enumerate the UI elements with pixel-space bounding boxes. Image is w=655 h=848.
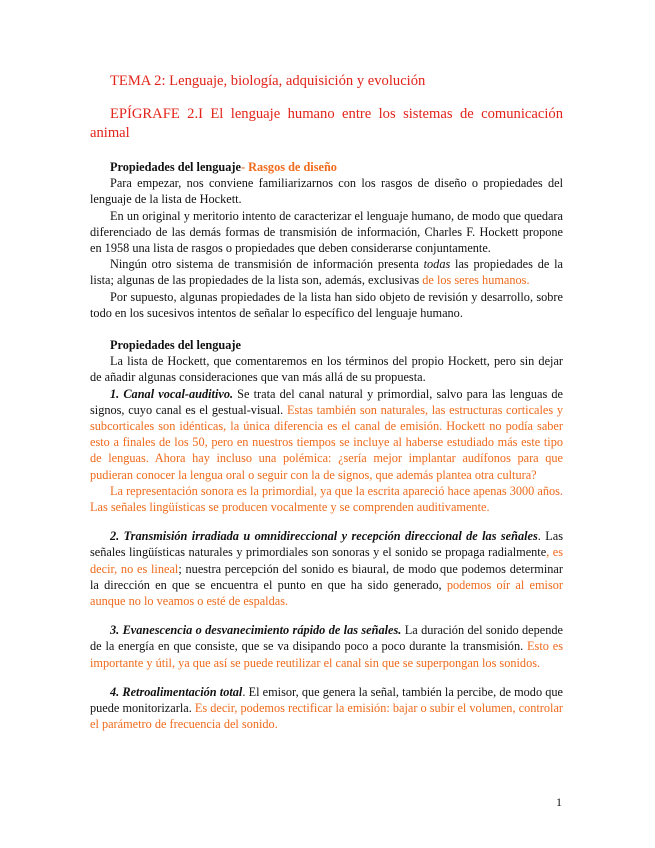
- note-paragraph: La representación sonora es la primordial, ya que la escrita apareció hace apenas 3000 años. Las señales lingüísticas se producen vocalmente y se comprenden auditivamente.: [90, 483, 563, 515]
- section-propiedades: [90, 337, 563, 732]
- section-rasgos: [90, 159, 563, 321]
- paragraph: En un original y meritorio intento de caracterizar el lenguaje humano, de modo que quedara diferenciado de las demás formas de transmisión de información, Charles F. Hockett propone en 1958 una lista de rasgos o propiedades que deben considerarse conjuntamente.: [90, 208, 563, 256]
- list-item: 4. Retroalimentación total. El emisor, que genera la señal, también la percibe, de modo que puede monitorizarla. Es decir, podemos rectificar la emisión: bajar o subir el volumen, controlar el parámetro de frecuencia del sonido.: [90, 684, 563, 732]
- note-text: de los seres humanos.: [422, 273, 530, 288]
- note-text: podemos oír al emisor aunque no lo veamos o esté de espaldas.: [90, 577, 563, 609]
- list-item: 2. Transmisión irradiada u omnidireccional y recepción direccional de las señales. Las señales lingüísticas naturales y primordiales son sonoras y el sonido se propaga radialmente, es decir, no es lineal; nuestra percepción del sonido es biaural, de modo que podemos determinar la dirección en que se encuentra el punto en que ha sido generado, podemos oír al emisor aunque no lo veamos o esté de espaldas.: [90, 529, 563, 609]
- paragraph: La lista de Hockett, que comentaremos en los términos del propio Hockett, pero sin dejar de añadir algunas consideraciones que van más allá de su propuesta.: [90, 354, 563, 385]
- note-text: Estas también son naturales, las estructuras corticales y subcorticales son idénticas, la única diferencia es el canal de emisión. Hockett no podía saber esto a finales de los 50, pero en nuestros tiempos se incluye al haberse estudiado más este tipo de lenguas. Ahora hay incluso una polémica: ¿sería mejor implantar audífonos para que pudieran conocer la lengua oral o seguir con la de signos, que además plantea otra cultura?: [90, 402, 563, 482]
- paragraph: Por supuesto, algunas propiedades de la lista han sido objeto de revisión y desarrollo, sobre todo en los sucesivos intentos de señalar lo específico del lenguaje humano.: [90, 289, 563, 320]
- page-number: 1: [556, 795, 562, 809]
- item-title: 3. Evanescencia o desvanecimiento rápido de las señales.: [110, 623, 402, 638]
- item-title: 2. Transmisión irradiada u omnidireccional y recepción direccional de las señales: [110, 529, 538, 544]
- item-title: 4. Retroalimentación total: [110, 684, 243, 699]
- note-text: Esto es importante y útil, ya que así se puede reutilizar el canal sin que se superpongan los sonidos.: [90, 639, 563, 670]
- note-text: , es decir, no es lineal: [90, 545, 563, 576]
- paragraph: Para empezar, nos conviene familiarizarnos con los rasgos de diseño o propiedades del lenguaje de la lista de Hockett.: [90, 176, 563, 207]
- note-text: Es decir, podemos rectificar la emisión: bajar o subir el volumen, controlar el parámetro de frecuencia del sonido.: [90, 701, 563, 732]
- list-item: 3. Evanescencia o desvanecimiento rápido de las señales. La duración del sonido depende de la energía en que consiste, que se va disipando poco a poco durante la transmisión. Esto es importante y útil, ya que así se puede reutilizar el canal sin que se superpongan los sonidos.: [90, 623, 563, 670]
- epigraph-heading: EPÍGRAFE 2.I El lenguaje humano entre los sistemas de comunicación animal: [90, 106, 563, 141]
- item-title: 1. Canal vocal-auditivo.: [110, 386, 234, 401]
- document-title: TEMA 2: Lenguaje, biología, adquisición y evolución: [110, 73, 426, 89]
- section-heading-suffix: - Rasgos de diseño: [240, 160, 337, 174]
- paragraph: Ningún otro sistema de transmisión de información presenta todas las propiedades de la lista; algunas de las propiedades de la lista son, además, exclusivas de los seres humanos.: [90, 257, 563, 288]
- section-heading: Propiedades del lenguaje: [110, 338, 241, 353]
- document-page: [90, 72, 563, 733]
- list-item: 1. Canal vocal-auditivo. Se trata del canal natural y primordial, salvo para las lenguas de signos, cuyo canal es el gestual-visual. Estas también son naturales, las estructuras corticales y subcorticales son idénticas, la única diferencia es el canal de emisión. Hockett no podía saber esto a finales de los 50, pero en nuestros tiempos se incluye al haberse estudiado más este tipo de lenguas. Ahora hay incluso una polémica: ¿sería mejor implantar audífonos para que pudieran conocer la lengua oral o seguir con la de signos, que además plantea otra cultura?: [90, 386, 563, 482]
- section-heading: Propiedades del lenguaje: [110, 160, 241, 174]
